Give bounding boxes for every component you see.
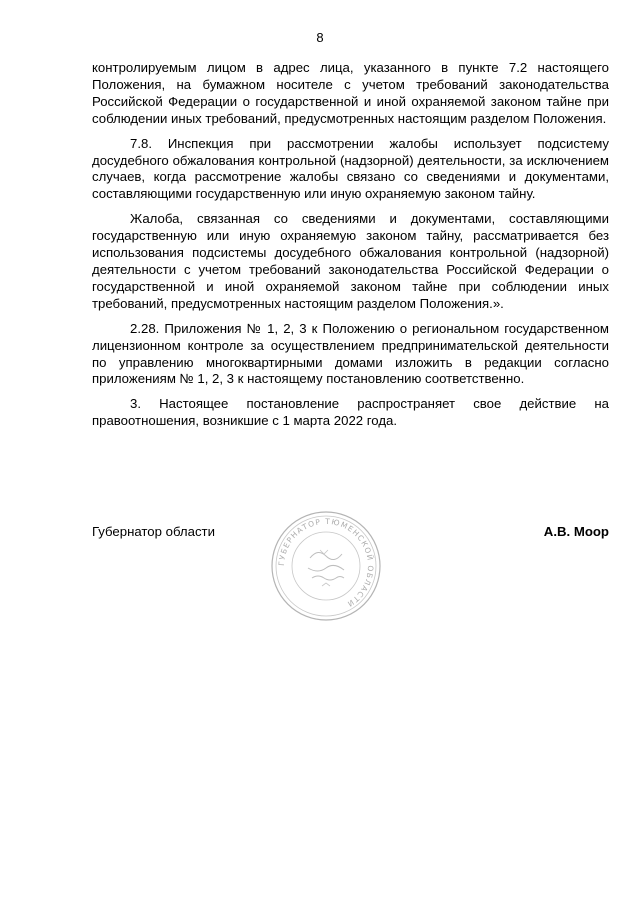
- paragraph-complaint: Жалоба, связанная со сведениями и документами, составляющими государственную или иную охраняемую законом тайну, рассматривается без использования подсистемы досудебного обжалования контрольной (надзорной) деятельности с учетом требований законодательства Российской Федерации о государственной и иной охраняемой законом тайне при соблюдении иных требований, предусмотренных настоящим разделом Положения.».: [92, 211, 609, 311]
- signer-name: А.В. Моор: [543, 524, 609, 539]
- paragraph-continuation: контролируемым лицом в адрес лица, указанного в пункте 7.2 настоящего Положения, на бумажном носителе с учетом требований законодательства Российской Федерации о государственной и иной охраняемой законом тайне при соблюдении иных требований, предусмотренных настоящим разделом Положения.: [92, 60, 609, 126]
- paragraph-3: 3. Настоящее постановление распространяет свое действие на правоотношения, возникшие с 1 марта 2022 года.: [92, 396, 609, 429]
- svg-text:ГУБЕРНАТОР ТЮМЕНСКОЙ ОБЛАСТИ: [277, 517, 375, 609]
- signature-block: [92, 516, 609, 630]
- document-body: [92, 60, 609, 438]
- paragraph-7-8: 7.8. Инспекция при рассмотрении жалобы использует подсистему досудебного обжалования контрольной (надзорной) деятельности, за исключением случаев, когда рассмотрение жалобы связано со сведениями и документами, составляющими государственную или иную охраняемую законом тайну.: [92, 135, 609, 202]
- seal-text: ГУБЕРНАТОР ТЮМЕНСКОЙ ОБЛАСТИ: [276, 516, 376, 609]
- signer-title: Губернатор области: [92, 524, 215, 539]
- paragraph-2-28: 2.28. Приложения № 1, 2, 3 к Положению о региональном государственном лицензионном контроле за осуществлением предпринимательской деятельности по управлению многоквартирными домами изложить в редакции согласно приложениям № 1, 2, 3 к настоящему постановлению соответственно.: [92, 320, 609, 387]
- official-seal: [270, 510, 382, 622]
- page-number: 8: [316, 30, 324, 45]
